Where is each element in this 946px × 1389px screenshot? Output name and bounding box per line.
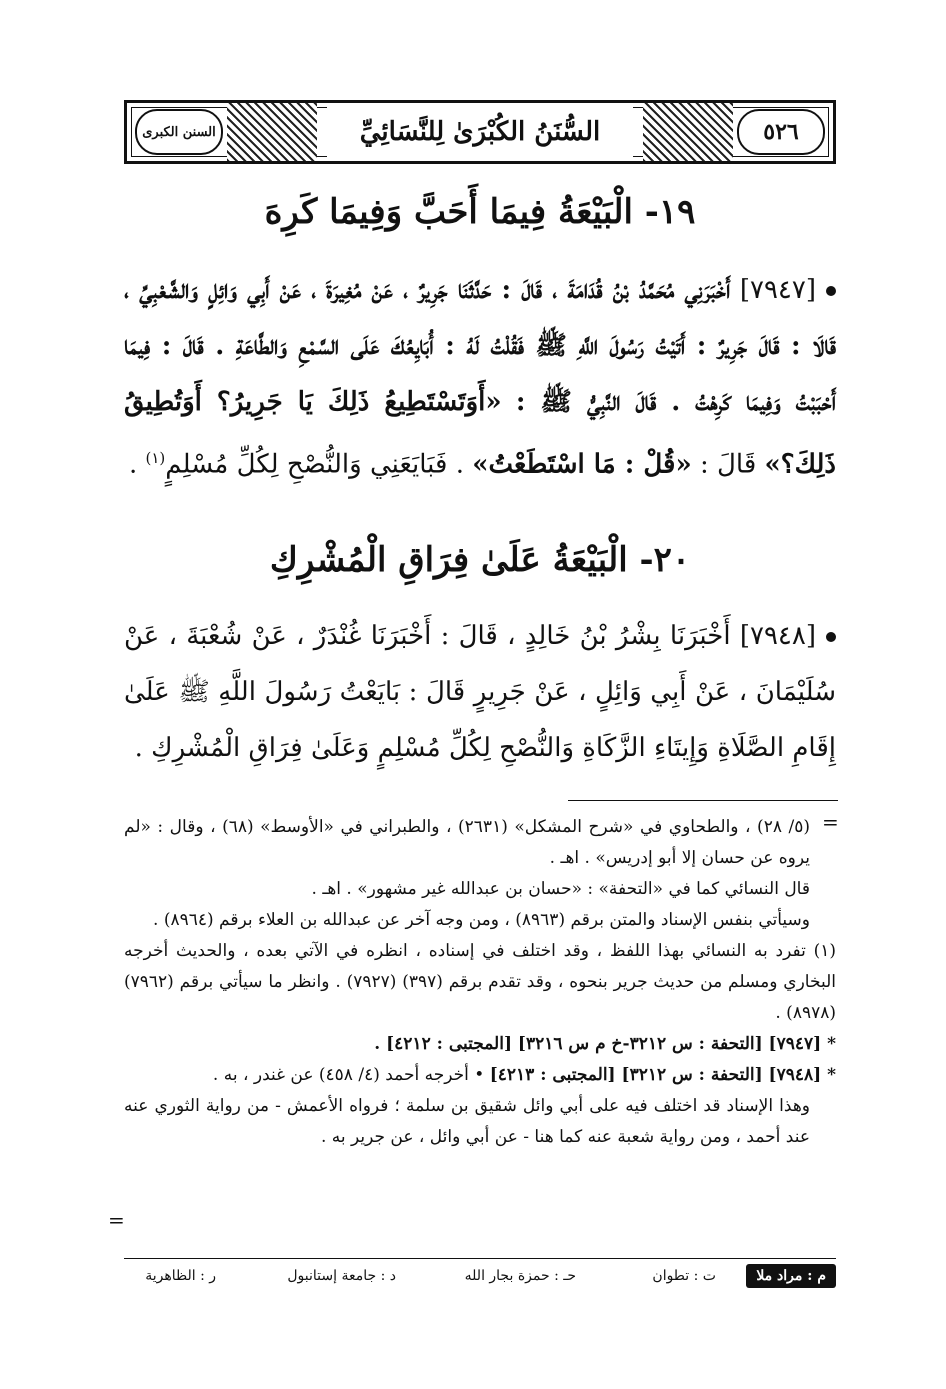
hadith-number: [٧٩٤٧] (739, 275, 816, 305)
footnote-1: (١) تفرد به النسائي بهذا اللفظ ، وقد اختلف في إسناده ، انظره في الآتي بعده ، والحديث أخرجه البخاري ومسلم من حديث جرير بنحوه ، وقد تقدم برقم (٣٩٧) (٧٩٢٧) . وانظر ما سيأتي برقم (٧٩٦٢) (٨٩٧٨) . (124, 941, 836, 1023)
book-title: السُّنَنُ الكُبْرَىٰ لِلنَّسَائِيِّ (327, 107, 633, 157)
footnote-line: قال النسائي كما في «التحفة» : «حسان بن عبدالله غير مشهور» . اهـ . (311, 879, 810, 899)
header-ornament-left (227, 103, 317, 161)
hadith-7947 (124, 262, 836, 493)
manuscript-tag: م : مراد ملا (746, 1264, 836, 1288)
prophet-quote: «قُلْ : مَا اسْتَطَعْتُ» (472, 449, 692, 480)
hadith-text: أَخْبَرَنَا بِشْرُ بْنُ خَالِدٍ ، قَالَ : أَخْبَرَنَا غُنْدَرٌ ، عَنْ شُعْبَةَ ، عَنْ سُلَيْمَانَ ، عَنْ أَبِي وَائِلٍ ، عَنْ جَرِيرٍ قَالَ : بَايَعْتُ رَسُولَ اللَّهِ ﷺ عَلَىٰ إِقَامِ الصَّلَاةِ وَإِيتَاءِ الزَّكَاةِ وَالنُّصْحِ لِكُلِّ مُسْلِمٍ وَعَلَىٰ فِرَاقِ الْمُشْرِكِ . (124, 621, 836, 763)
header-ornament-right (643, 103, 733, 161)
bullet-icon (826, 286, 836, 296)
manuscript-r: ر : الظاهرية (145, 1268, 216, 1284)
page-header (124, 100, 836, 164)
takhrij-7947: * [٧٩٤٧] [التحفة : س ٣٢١٢-خ م س ٣٢١٦] [المجتبى : ٤٢١٢] . (374, 1034, 836, 1054)
page-number: ٥٢٦ (737, 109, 825, 155)
hadith-number: [٧٩٤٨] (739, 621, 816, 651)
takhrij-7948: * [٧٩٤٨] [التحفة : س ٣٢١٢] [المجتبى : ٤٢١٣] • أخرجه أحمد (٤/ ٤٥٨) عن غندر ، به . (212, 1065, 836, 1085)
chapter-heading-19: ١٩- الْبَيْعَةُ فِيمَا أَحَبَّ وَفِيمَا كَرِهَ (264, 192, 696, 232)
chapter-heading-20: ٢٠- الْبَيْعَةُ عَلَىٰ فِرَاقِ الْمُشْرِكِ (269, 540, 691, 580)
hadith-text: أَخْبَرَنِي مُحَمَّدُ بْنُ قُدَامَةَ ، قَالَ : حَدَّثَنَا جَرِيرٌ ، عَنْ مُغِيرَةَ ، عَنْ أَبِي وَائِلٍ وَالشَّعْبِيِّ ، قَالَا : قَالَ جَرِيرٌ : أَتَيْتُ رَسُولَ اللَّهِ ﷺ فَقُلْتُ لَهُ : أُبَايِعُكَ عَلَى السَّمْعِ وَالطَّاعَةِ . قَالَ : فِيمَا أَحْبَبْتُ وَفِيمَا كَرِهْتُ . قَالَ النَّبِيُّ ﷺ : (124, 275, 836, 417)
footnote-divider (568, 800, 838, 801)
prophet-quote: «أَوَتَسْتَطِيعُ ذَلِكَ يَا جَرِيرُ؟ أَوَتُطِيقُ ذَلِكَ؟» (124, 387, 836, 480)
footnote-continued: (٥/ ٢٨) ، والطحاوي في «شرح المشكل» (٢٦٣١) ، والطبراني في «الأوسط» (٦٨) ، وقال : «لم يروه عن حسان إلا أبو إدريس» . اهـ . (124, 817, 810, 868)
manuscript-t: ت : تطوان (652, 1268, 716, 1284)
hadith-text: . فَبَايَعَنِي وَالنُّصْحِ لِكُلِّ مُسْلِمٍ (165, 449, 464, 480)
hadith-text: قَالَ : (700, 449, 757, 480)
continuation-mark: = (822, 810, 839, 834)
takhrij-note: وهذا الإسناد قد اختلف فيه على أبي وائل شقيق بن سلمة ؛ فرواه الأعمش - من رواية الثوري عنه عند أحمد ، ومن رواية شعبة عنه كما هنا - عن أبي وائل ، عن جرير به . (124, 1096, 810, 1147)
hadith-7948 (124, 608, 836, 776)
manuscript-d: د : جامعة إستانبول (287, 1268, 396, 1284)
footer-divider (124, 1258, 836, 1259)
emblem: السنن الكبرى (135, 109, 223, 155)
footnote-ref: (١) (145, 449, 166, 467)
hadith-end: . (128, 449, 138, 480)
bullet-icon (826, 632, 836, 642)
continuation-mark: = (108, 1208, 125, 1232)
manuscript-h: حـ : حمزة بجار الله (464, 1268, 576, 1284)
manuscript-legend (124, 1264, 836, 1294)
footnotes (124, 812, 836, 1153)
footnote-line: وسيأتي بنفس الإسناد والمتن برقم (٨٩٦٣) ، ومن وجه آخر عن عبدالله بن العلاء برقم (٨٩٦٤) . (153, 910, 810, 930)
